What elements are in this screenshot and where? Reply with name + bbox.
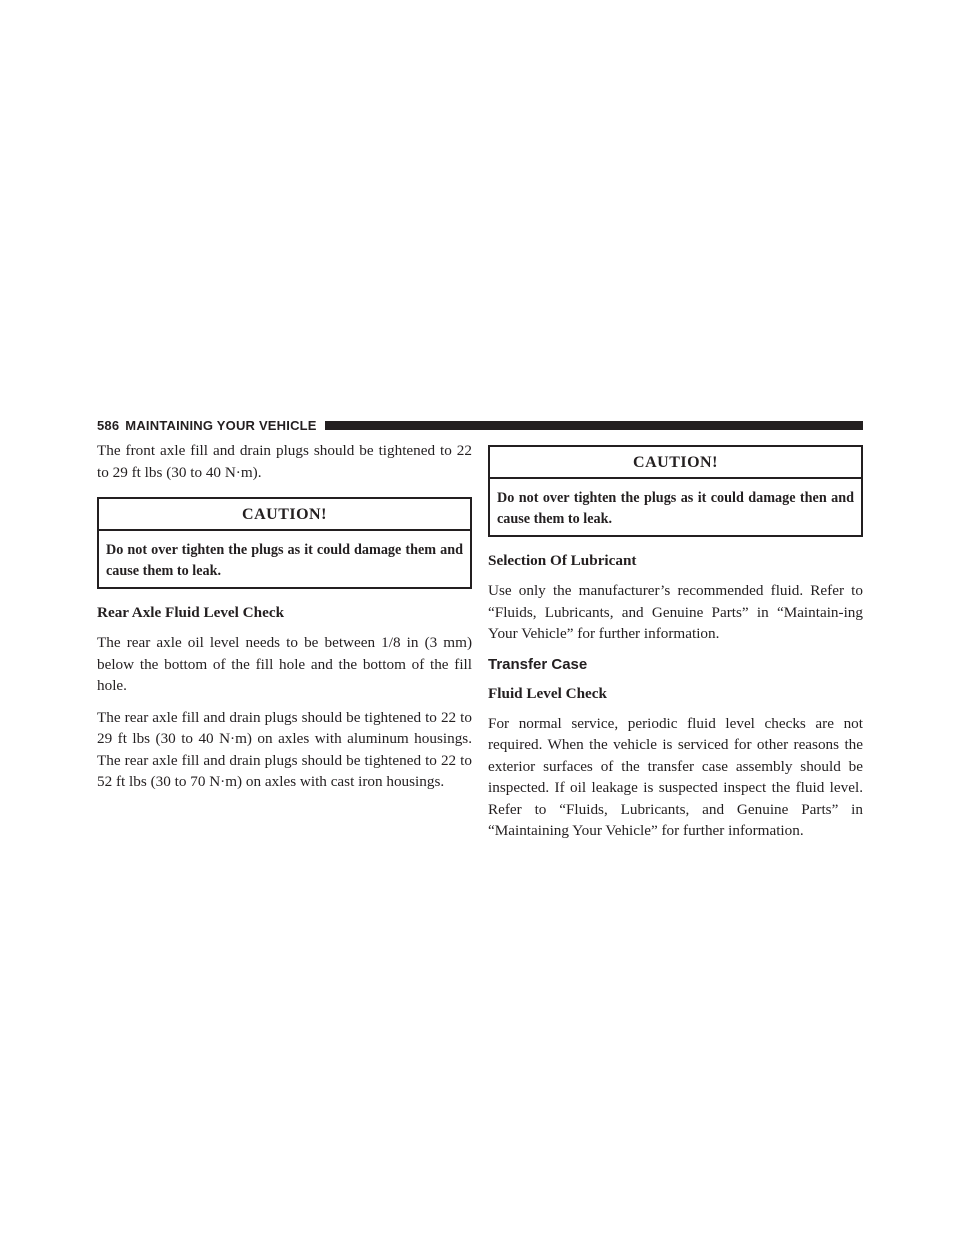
lubricant-paragraph: Use only the manufacturer’s recommended fluid. Refer to “Fluids, Lubricants, and Genuine Parts” in “Maintain-ing Your Vehicle” for further information. <box>488 582 863 642</box>
section-title: MAINTAINING YOUR VEHICLE <box>125 417 317 433</box>
caution-title-right: CAUTION! <box>490 447 861 479</box>
transfer-case-paragraph: For normal service, periodic fluid level checks are not required. When the vehicle is serviced for other reasons the exterior surfaces of the transfer case assembly should be inspected. If oil leakage is suspected inspect the fluid level. Refer to “Fluids, Lubricants, and Genuine Parts” in “Maintaining Your Vehicle” for further information. <box>488 714 863 839</box>
rear-axle-torque-paragraph: The rear axle fill and drain plugs should be tightened to 22 to 29 ft lbs (30 to 40 N·m) on axles with aluminum housings. The rear axle fill and drain plugs should be tightened to 22 to 52 ft lbs (30 to 70 N·m) on axles with cast iron housings. <box>97 708 472 790</box>
rear-axle-level-paragraph: The rear axle oil level needs to be between 1/8 in (3 mm) below the bottom of the fill hole and the bottom of the fill hole. <box>97 634 472 694</box>
transfer-case-heading: Transfer Case <box>488 655 588 673</box>
fluid-level-heading: Fluid Level Check <box>488 684 607 702</box>
caution-body-right: Do not over tighten the plugs as it could damage then and cause them to leak. <box>497 490 854 527</box>
lubricant-heading: Selection Of Lubricant <box>488 552 637 569</box>
caution-body: Do not over tighten the plugs as it could damage them and cause them to leak. <box>106 542 463 579</box>
caution-title: CAUTION! <box>99 499 470 531</box>
front-axle-paragraph: The front axle fill and drain plugs should be tightened to 22 to 29 ft lbs (30 to 40 N·m). <box>97 442 472 481</box>
left-column <box>97 440 472 803</box>
caution-box-right <box>488 445 863 537</box>
header-rule <box>325 421 863 430</box>
page-number: 586 <box>97 417 120 433</box>
right-column <box>488 445 863 852</box>
page-header <box>97 415 863 435</box>
rear-axle-heading: Rear Axle Fluid Level Check <box>97 604 285 621</box>
caution-box <box>97 497 472 589</box>
